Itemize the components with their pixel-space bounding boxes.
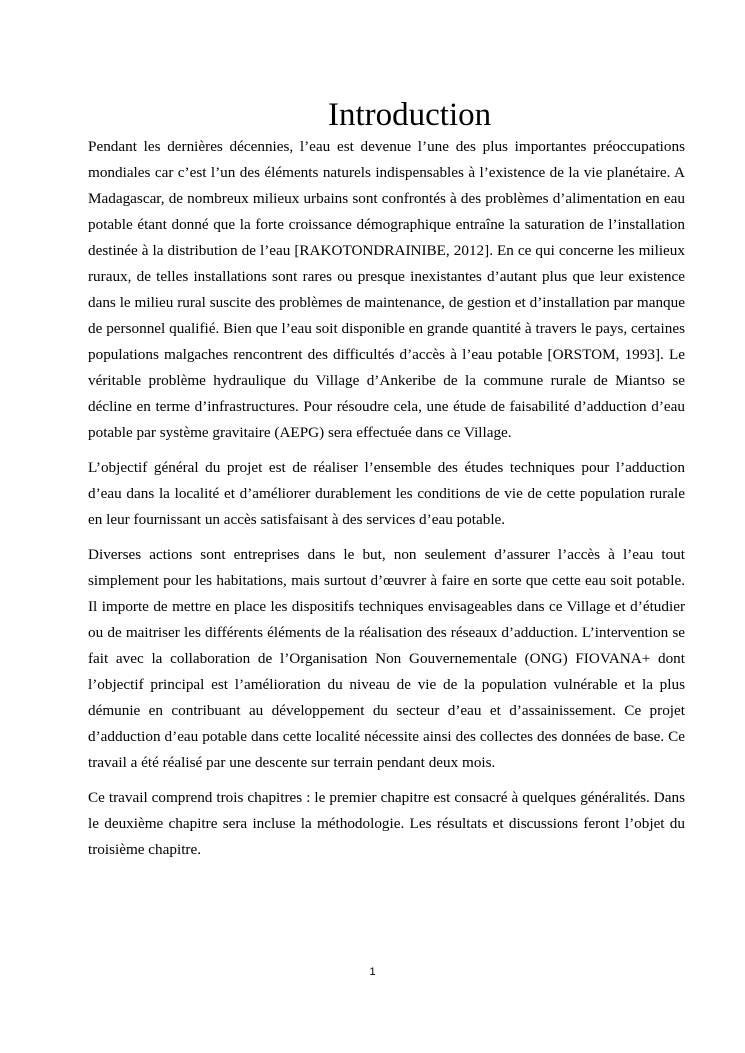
document-body	[88, 134, 685, 872]
page-title: Introduction	[328, 97, 492, 133]
paragraph-structure: Ce travail comprend trois chapitres : le premier chapitre est consacré à quelques généralités. Dans le deuxième chapitre sera incluse la méthodologie. Les résultats et discussions feront l’objet du troisième chapitre.	[88, 789, 685, 858]
paragraph-context: Pendant les dernières décennies, l’eau est devenue l’une des plus importantes préoccupations mondiales car c’est l’un des éléments naturels indispensables à l’existence de la vie planétaire. A Madagascar, de nombreux milieux urbains sont confrontés à des problèmes d’alimentation en eau potable étant donné que la forte croissance démographique entraîne la saturation de l’installation destinée à la distribution de l’eau [RAKOTONDRAINIBE, 2012]. En ce qui concerne les milieux ruraux, de telles installations sont rares ou presque inexistantes d’autant plus que leur existence dans le milieu rural suscite des problèmes de maintenance, de gestion et d’installation par manque de personnel qualifié. Bien que l’eau soit disponible en grande quantité à travers le pays, certaines populations malgaches rencontrent des difficultés d’accès à l’eau potable [ORSTOM, 1993]. Le véritable problème hydraulique du Village d’Ankeribe de la commune rurale de Miantso se décline en terme d’infrastructures. Pour résoudre cela, une étude de faisabilité d’adduction d’eau potable par système gravitaire (AEPG) sera effectuée dans ce Village.	[88, 138, 685, 441]
page-number: 1	[369, 966, 376, 978]
paragraph-objective: L’objectif général du projet est de réaliser l’ensemble des études techniques pour l’adduction d’eau dans la localité et d’améliorer durablement les conditions de vie de cette population rurale en leur fournissant un accès satisfaisant à des services d’eau potable.	[88, 459, 685, 528]
paragraph-actions: Diverses actions sont entreprises dans le but, non seulement d’assurer l’accès à l’eau tout simplement pour les habitations, mais surtout d’œuvrer à faire en sorte que cette eau soit potable. Il importe de mettre en place les dispositifs techniques envisageables dans ce Village et d’étudier ou de maitriser les différents éléments de la réalisation des réseaux d’adduction. L’intervention se fait avec la collaboration de l’Organisation Non Gouvernementale (ONG) FIOVANA+ dont l’objectif principal est l’amélioration du niveau de vie de la population vulnérable et la plus démunie en contribuant au développement du secteur d’eau et d’assainissement. Ce projet d’adduction d’eau potable dans cette localité nécessite ainsi des collectes des données de base. Ce travail a été réalisé par une descente sur terrain pendant deux mois.	[88, 546, 685, 771]
